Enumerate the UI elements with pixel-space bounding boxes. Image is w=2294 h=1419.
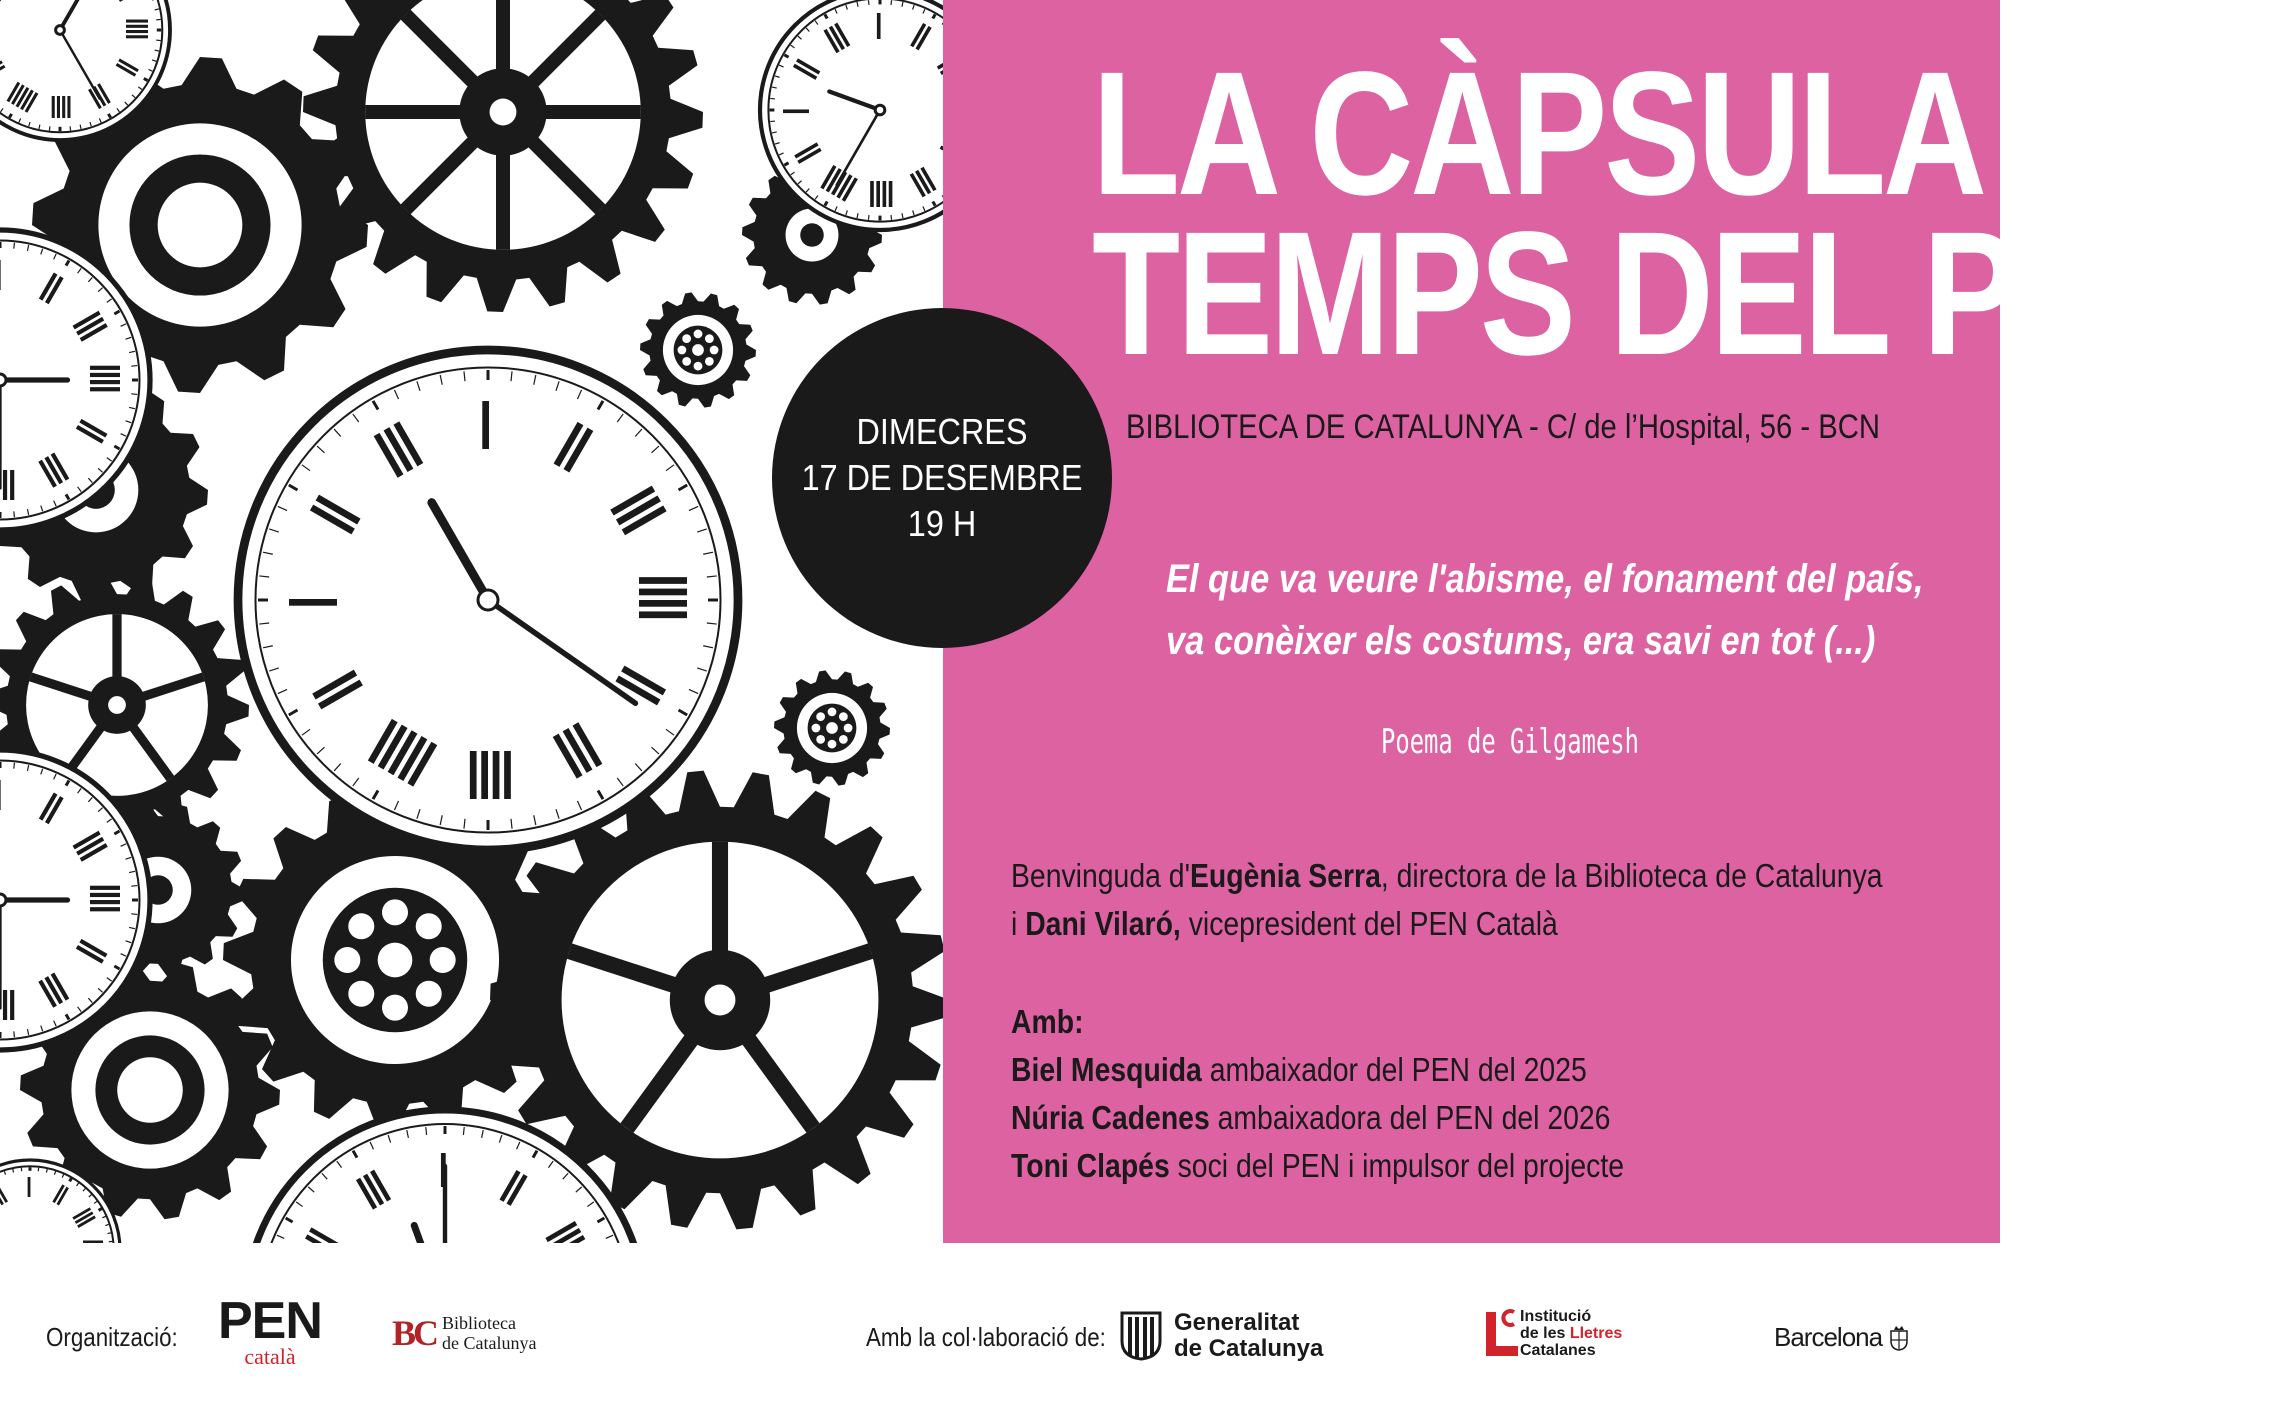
bc-logo-text [442,1313,536,1353]
gear-icon [774,670,890,785]
title-line-1: LA CÀPSULA DEL [1092,36,2294,232]
clock-icon [238,350,738,850]
quote [1110,548,1924,672]
date-time: 19 H [907,503,977,544]
ilc-line-2 [1520,1325,1622,1342]
host-role-1: , directora de la Biblioteca de Catalunya [1380,857,1883,894]
title-line-2: TEMPS DEL PEN [1092,196,2210,392]
welcome-line-1 [1011,852,1883,900]
clocks-gears-svg [0,0,943,1243]
welcome-connector: i [1011,905,1026,942]
guests-heading [1011,998,1624,1046]
barcelona-logo [1774,1322,1910,1353]
guest-item [1011,1142,1624,1190]
ilc-line-1: Institució [1520,1308,1592,1325]
welcome-text [1011,852,1883,948]
ilc-line-3: Catalanes [1520,1342,1596,1359]
ilc-line-2b: Lletres [1569,1325,1623,1342]
ilc-logo-text [1520,1308,1622,1359]
generalitat-emblem-icon [1120,1311,1162,1361]
quote-line-1: El que va veure l'abisme, el fonament del país, [1166,557,1924,601]
guest-item [1011,1094,1624,1142]
bc-logo-line-2: de Catalunya [442,1333,537,1353]
collaboration-label: Amb la col·laboració de: [866,1322,1106,1352]
host-role-2: vicepresident del PEN Català [1180,905,1558,942]
guest-role: soci del PEN i impulsor del projecte [1169,1147,1625,1184]
gear-icon [640,292,756,407]
generalitat-logo [1120,1310,1323,1362]
quote-line-2: va conèixer els costums, era savi en tot (...) [1166,619,1876,663]
date-day: DIMECRES [856,411,1028,452]
guest-role: ambaixador del PEN del 2025 [1201,1051,1587,1088]
institucio-lletres-catalanes-logo [1486,1308,1622,1359]
welcome-prefix: Benvinguda d' [1011,857,1191,894]
guest-name: Biel Mesquida [1011,1051,1202,1088]
guest-item [1011,1046,1624,1094]
pen-logo-sub: català [244,1344,296,1369]
guest-name: Núria Cadenes [1011,1099,1210,1136]
host-name-1: Eugènia Serra [1190,857,1381,894]
guests-list [1011,998,1624,1190]
pen-logo-main: PEN [218,1292,322,1350]
pen-catala-logo [218,1292,322,1369]
biblioteca-catalunya-logo [392,1312,536,1354]
date-date: 17 DE DESEMBRE [801,457,1083,498]
gear-icon [303,0,703,312]
clocks-and-gears-illustration [0,0,943,1243]
barcelona-shield-icon [1888,1325,1910,1351]
guests-heading-text: Amb: [1011,1003,1084,1040]
bc-logo-line-1: Biblioteca [442,1313,516,1333]
quote-source: Poema de Gilgamesh [1381,722,1639,762]
ilc-line-2a: de les [1520,1325,1570,1342]
bc-logo-mark: BC [392,1313,437,1353]
guest-role: ambaixadora del PEN del 2026 [1209,1099,1611,1136]
date-badge [772,308,1112,648]
generalitat-logo-text [1174,1310,1323,1362]
welcome-line-2 [1011,900,1883,948]
guest-name: Toni Clapés [1011,1147,1170,1184]
generalitat-line-2: de Catalunya [1174,1335,1324,1362]
barcelona-logo-text: Barcelona [1774,1322,1883,1352]
event-title [1092,36,2294,392]
host-name-2: Dani Vilaró, [1025,905,1181,942]
venue-address: BIBLIOTECA DE CATALUNYA - C/ de l’Hospital, 56 - BCN [1126,408,1880,446]
organization-label: Organització: [46,1322,178,1352]
ilc-emblem-icon [1486,1308,1520,1358]
generalitat-line-1: Generalitat [1174,1309,1300,1336]
